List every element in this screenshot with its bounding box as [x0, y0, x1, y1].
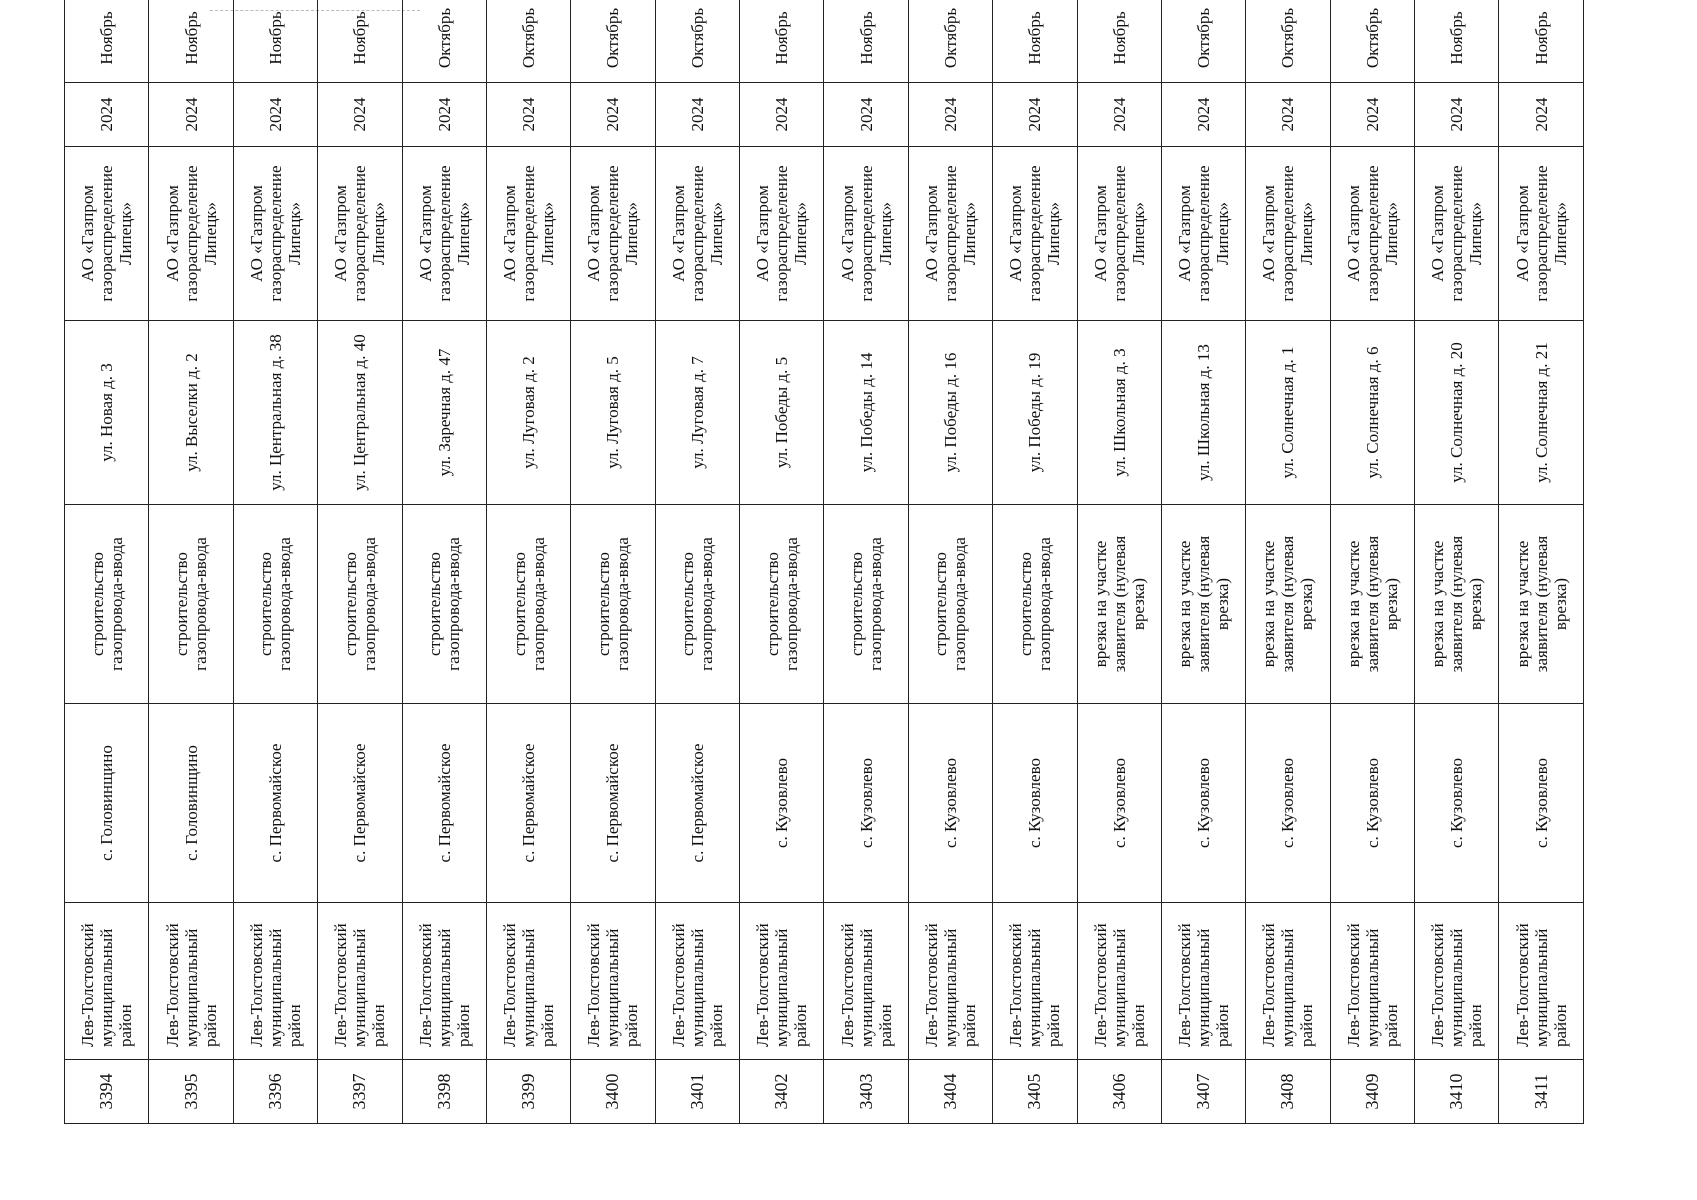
- address-cell: ул. Выселки д. 2: [149, 321, 233, 505]
- month-cell: Октябрь: [402, 0, 486, 83]
- month-cell: Октябрь: [655, 0, 739, 83]
- work-type-cell: врезка на участке заявителя (нулевая врезка): [1415, 505, 1499, 704]
- district-cell: Лев-Толстовский муниципальный район: [486, 903, 570, 1060]
- village-cell: с. Головинщино: [65, 704, 149, 903]
- row-number-cell: 3398: [402, 1060, 486, 1124]
- organization-cell: АО «Газпром газораспределение Липецк»: [233, 147, 317, 321]
- organization-cell: АО «Газпром газораспределение Липецк»: [1415, 147, 1499, 321]
- year-cell: 2024: [233, 83, 317, 147]
- year-cell: 2024: [486, 83, 570, 147]
- work-type-cell: строительство газопровода-ввода: [486, 505, 570, 704]
- address-cell: ул. Школьная д. 13: [1161, 321, 1245, 505]
- row-number-cell: 3401: [655, 1060, 739, 1124]
- district-cell: Лев-Толстовский муниципальный район: [571, 903, 655, 1060]
- document-page: [64, 7, 1584, 1124]
- year-cell: 2024: [1415, 83, 1499, 147]
- table-body: [65, 0, 1584, 1124]
- village-cell: с. Первомайское: [571, 704, 655, 903]
- district-cell: Лев-Толстовский муниципальный район: [740, 903, 824, 1060]
- table-row: [1330, 0, 1414, 1124]
- year-cell: 2024: [149, 83, 233, 147]
- year-cell: 2024: [993, 83, 1077, 147]
- work-type-cell: строительство газопровода-ввода: [318, 505, 402, 704]
- work-type-cell: строительство газопровода-ввода: [993, 505, 1077, 704]
- work-type-cell: строительство газопровода-ввода: [233, 505, 317, 704]
- district-cell: Лев-Толстовский муниципальный район: [655, 903, 739, 1060]
- organization-cell: АО «Газпром газораспределение Липецк»: [318, 147, 402, 321]
- district-cell: Лев-Толстовский муниципальный район: [149, 903, 233, 1060]
- row-number-cell: 3403: [824, 1060, 908, 1124]
- year-cell: 2024: [824, 83, 908, 147]
- village-cell: с. Первомайское: [402, 704, 486, 903]
- table-row: [993, 0, 1077, 1124]
- month-cell: Октябрь: [1330, 0, 1414, 83]
- row-number-cell: 3396: [233, 1060, 317, 1124]
- address-cell: ул. Школьная д. 3: [1077, 321, 1161, 505]
- address-cell: ул. Новая д. 3: [65, 321, 149, 505]
- table-row: [1415, 0, 1499, 1124]
- work-type-cell: строительство газопровода-ввода: [149, 505, 233, 704]
- work-type-cell: врезка на участке заявителя (нулевая врезка): [1330, 505, 1414, 704]
- row-number-cell: 3407: [1161, 1060, 1245, 1124]
- work-type-cell: врезка на участке заявителя (нулевая врезка): [1161, 505, 1245, 704]
- year-cell: 2024: [1330, 83, 1414, 147]
- month-cell: Ноябрь: [824, 0, 908, 83]
- village-cell: с. Кузовлево: [1330, 704, 1414, 903]
- district-cell: Лев-Толстовский муниципальный район: [1499, 903, 1584, 1060]
- year-cell: 2024: [1077, 83, 1161, 147]
- month-cell: Октябрь: [908, 0, 992, 83]
- village-cell: с. Первомайское: [318, 704, 402, 903]
- table-row: [740, 0, 824, 1124]
- village-cell: с. Кузовлево: [993, 704, 1077, 903]
- district-cell: Лев-Толстовский муниципальный район: [1415, 903, 1499, 1060]
- work-type-cell: врезка на участке заявителя (нулевая врезка): [1246, 505, 1330, 704]
- row-number-cell: 3397: [318, 1060, 402, 1124]
- work-type-cell: строительство газопровода-ввода: [824, 505, 908, 704]
- organization-cell: АО «Газпром газораспределение Липецк»: [65, 147, 149, 321]
- month-cell: Ноябрь: [1499, 0, 1584, 83]
- organization-cell: АО «Газпром газораспределение Липецк»: [1077, 147, 1161, 321]
- year-cell: 2024: [1161, 83, 1245, 147]
- address-cell: ул. Победы д. 5: [740, 321, 824, 505]
- village-cell: с. Головинщино: [149, 704, 233, 903]
- year-cell: 2024: [655, 83, 739, 147]
- row-number-cell: 3399: [486, 1060, 570, 1124]
- district-cell: Лев-Толстовский муниципальный район: [824, 903, 908, 1060]
- address-cell: ул. Заречная д. 47: [402, 321, 486, 505]
- work-type-cell: строительство газопровода-ввода: [65, 505, 149, 704]
- gas-connection-schedule-table: [64, 0, 1584, 1124]
- work-type-cell: строительство газопровода-ввода: [571, 505, 655, 704]
- work-type-cell: врезка на участке заявителя (нулевая врезка): [1499, 505, 1584, 704]
- district-cell: Лев-Толстовский муниципальный район: [1161, 903, 1245, 1060]
- district-cell: Лев-Толстовский муниципальный район: [233, 903, 317, 1060]
- district-cell: Лев-Толстовский муниципальный район: [1246, 903, 1330, 1060]
- organization-cell: АО «Газпром газораспределение Липецк»: [1499, 147, 1584, 321]
- table-row: [149, 0, 233, 1124]
- year-cell: 2024: [402, 83, 486, 147]
- village-cell: с. Кузовлево: [1246, 704, 1330, 903]
- district-cell: Лев-Толстовский муниципальный район: [318, 903, 402, 1060]
- district-cell: Лев-Толстовский муниципальный район: [1077, 903, 1161, 1060]
- table-row: [1077, 0, 1161, 1124]
- organization-cell: АО «Газпром газораспределение Липецк»: [149, 147, 233, 321]
- organization-cell: АО «Газпром газораспределение Липецк»: [655, 147, 739, 321]
- table-row: [318, 0, 402, 1124]
- work-type-cell: строительство газопровода-ввода: [908, 505, 992, 704]
- month-cell: Октябрь: [486, 0, 570, 83]
- address-cell: ул. Солнечная д. 20: [1415, 321, 1499, 505]
- organization-cell: АО «Газпром газораспределение Липецк»: [824, 147, 908, 321]
- village-cell: с. Кузовлево: [824, 704, 908, 903]
- address-cell: ул. Солнечная д. 1: [1246, 321, 1330, 505]
- year-cell: 2024: [1499, 83, 1584, 147]
- work-type-cell: строительство газопровода-ввода: [740, 505, 824, 704]
- year-cell: 2024: [65, 83, 149, 147]
- table-row: [824, 0, 908, 1124]
- row-number-cell: 3409: [1330, 1060, 1414, 1124]
- village-cell: с. Кузовлево: [1161, 704, 1245, 903]
- address-cell: ул. Солнечная д. 21: [1499, 321, 1584, 505]
- table-row: [1246, 0, 1330, 1124]
- village-cell: с. Кузовлево: [1415, 704, 1499, 903]
- table-row: [233, 0, 317, 1124]
- row-number-cell: 3400: [571, 1060, 655, 1124]
- row-number-cell: 3394: [65, 1060, 149, 1124]
- table-row: [571, 0, 655, 1124]
- month-cell: Ноябрь: [65, 0, 149, 83]
- organization-cell: АО «Газпром газораспределение Липецк»: [740, 147, 824, 321]
- month-cell: Ноябрь: [233, 0, 317, 83]
- village-cell: с. Первомайское: [486, 704, 570, 903]
- address-cell: ул. Победы д. 16: [908, 321, 992, 505]
- organization-cell: АО «Газпром газораспределение Липецк»: [1161, 147, 1245, 321]
- row-number-cell: 3408: [1246, 1060, 1330, 1124]
- row-number-cell: 3411: [1499, 1060, 1584, 1124]
- month-cell: Ноябрь: [993, 0, 1077, 83]
- village-cell: с. Первомайское: [233, 704, 317, 903]
- month-cell: Ноябрь: [149, 0, 233, 83]
- year-cell: 2024: [740, 83, 824, 147]
- work-type-cell: строительство газопровода-ввода: [655, 505, 739, 704]
- address-cell: ул. Луговая д. 7: [655, 321, 739, 505]
- table-row: [1161, 0, 1245, 1124]
- village-cell: с. Кузовлево: [740, 704, 824, 903]
- district-cell: Лев-Толстовский муниципальный район: [65, 903, 149, 1060]
- district-cell: Лев-Толстовский муниципальный район: [1330, 903, 1414, 1060]
- organization-cell: АО «Газпром газораспределение Липецк»: [486, 147, 570, 321]
- organization-cell: АО «Газпром газораспределение Липецк»: [402, 147, 486, 321]
- month-cell: Ноябрь: [740, 0, 824, 83]
- year-cell: 2024: [1246, 83, 1330, 147]
- organization-cell: АО «Газпром газораспределение Липецк»: [1330, 147, 1414, 321]
- row-number-cell: 3406: [1077, 1060, 1161, 1124]
- row-number-cell: 3402: [740, 1060, 824, 1124]
- table-row: [402, 0, 486, 1124]
- district-cell: Лев-Толстовский муниципальный район: [908, 903, 992, 1060]
- row-number-cell: 3410: [1415, 1060, 1499, 1124]
- village-cell: с. Кузовлево: [1077, 704, 1161, 903]
- table-row: [908, 0, 992, 1124]
- month-cell: Ноябрь: [1415, 0, 1499, 83]
- month-cell: Ноябрь: [1077, 0, 1161, 83]
- row-number-cell: 3404: [908, 1060, 992, 1124]
- address-cell: ул. Победы д. 14: [824, 321, 908, 505]
- village-cell: с. Кузовлево: [1499, 704, 1584, 903]
- village-cell: с. Кузовлево: [908, 704, 992, 903]
- table-row: [486, 0, 570, 1124]
- work-type-cell: строительство газопровода-ввода: [402, 505, 486, 704]
- row-number-cell: 3405: [993, 1060, 1077, 1124]
- month-cell: Октябрь: [1246, 0, 1330, 83]
- month-cell: Ноябрь: [318, 0, 402, 83]
- month-cell: Октябрь: [1161, 0, 1245, 83]
- organization-cell: АО «Газпром газораспределение Липецк»: [1246, 147, 1330, 321]
- address-cell: ул. Центральная д. 40: [318, 321, 402, 505]
- year-cell: 2024: [318, 83, 402, 147]
- address-cell: ул. Луговая д. 5: [571, 321, 655, 505]
- table-row: [65, 0, 149, 1124]
- year-cell: 2024: [571, 83, 655, 147]
- village-cell: с. Первомайское: [655, 704, 739, 903]
- work-type-cell: врезка на участке заявителя (нулевая врезка): [1077, 505, 1161, 704]
- year-cell: 2024: [908, 83, 992, 147]
- address-cell: ул. Центральная д. 38: [233, 321, 317, 505]
- organization-cell: АО «Газпром газораспределение Липецк»: [908, 147, 992, 321]
- table-row: [655, 0, 739, 1124]
- district-cell: Лев-Толстовский муниципальный район: [993, 903, 1077, 1060]
- address-cell: ул. Луговая д. 2: [486, 321, 570, 505]
- address-cell: ул. Солнечная д. 6: [1330, 321, 1414, 505]
- address-cell: ул. Победы д. 19: [993, 321, 1077, 505]
- month-cell: Октябрь: [571, 0, 655, 83]
- table-row: [1499, 0, 1584, 1124]
- organization-cell: АО «Газпром газораспределение Липецк»: [993, 147, 1077, 321]
- district-cell: Лев-Толстовский муниципальный район: [402, 903, 486, 1060]
- row-number-cell: 3395: [149, 1060, 233, 1124]
- organization-cell: АО «Газпром газораспределение Липецк»: [571, 147, 655, 321]
